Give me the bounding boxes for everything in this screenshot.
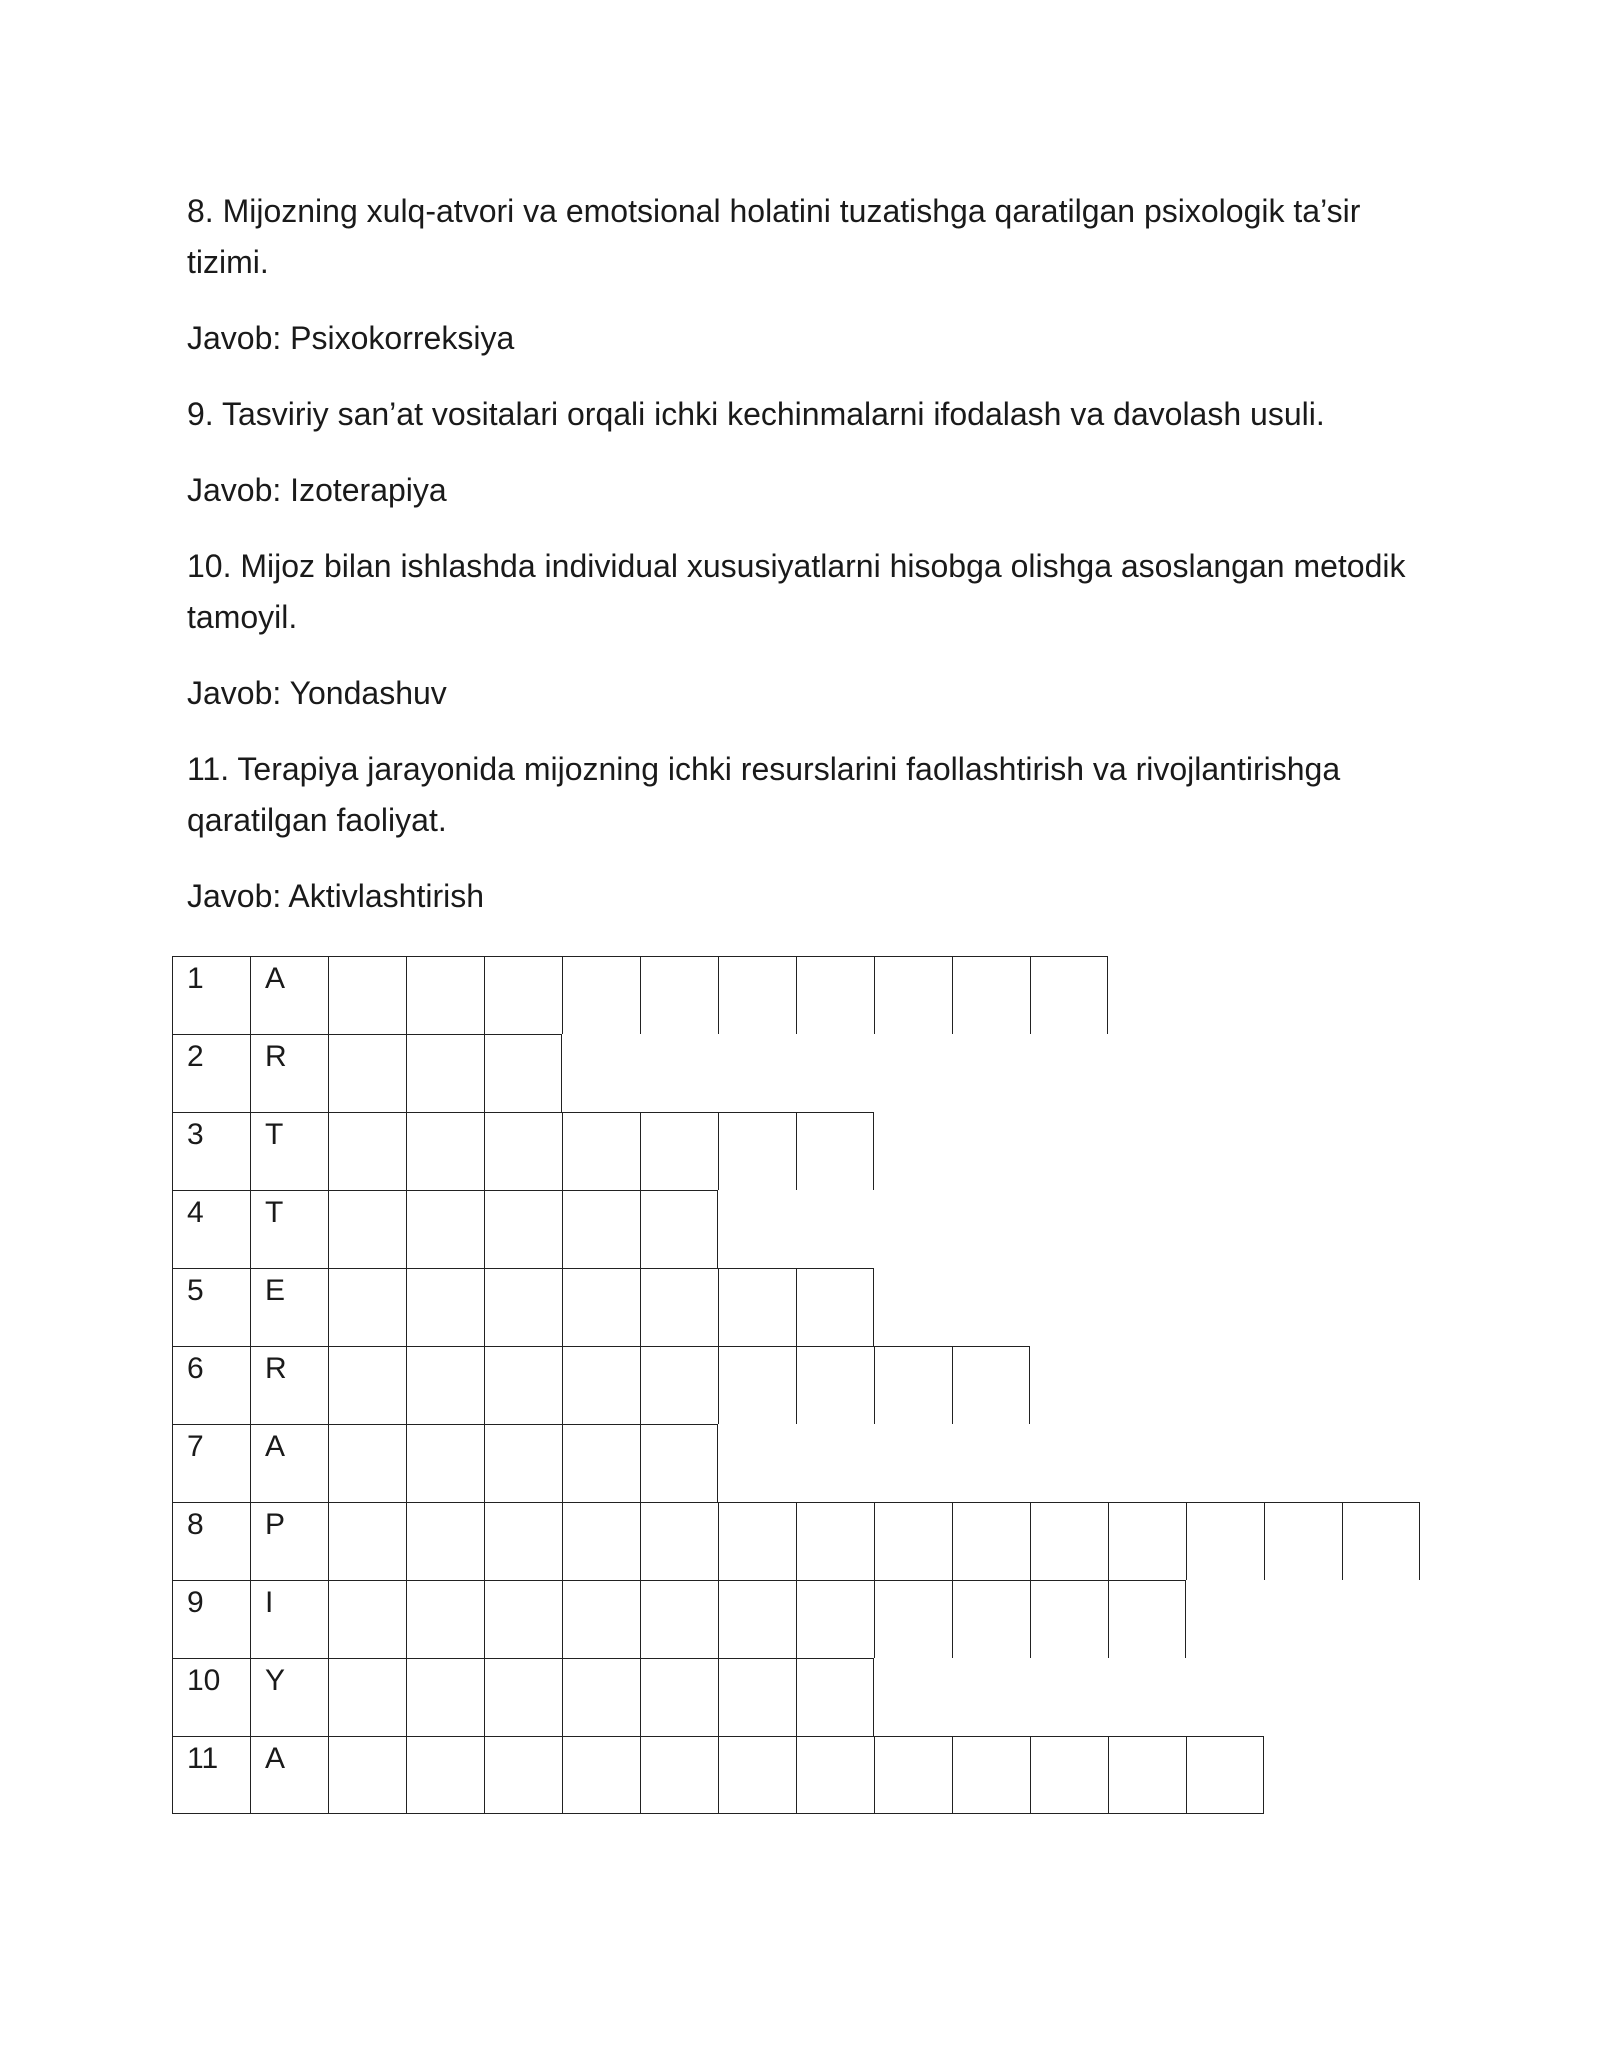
answer-cell[interactable] [562,956,640,1034]
crossword-row [172,1190,1420,1268]
answer-cell[interactable] [1030,1580,1108,1658]
crossword-row [172,1268,1420,1346]
answer-cell[interactable] [718,956,796,1034]
question-9: 9. Tasviriy san’at vositalari orqali ichki kechinmalarni ifodalash va davolash usuli. [187,396,1325,432]
row-number: 7 [172,1424,250,1502]
row-number: 5 [172,1268,250,1346]
answer-cell[interactable] [484,1034,562,1112]
answer-cell[interactable] [952,956,1030,1034]
answer-cell[interactable] [562,1502,640,1580]
crossword-row [172,1736,1420,1814]
answer-cell[interactable] [328,1736,406,1814]
answer-cell[interactable] [874,956,952,1034]
answer-cell[interactable] [484,956,562,1034]
answer-cell[interactable] [406,1112,484,1190]
first-letter-cell: T [250,1112,328,1190]
answer-cell[interactable] [796,956,874,1034]
answer-cell[interactable] [1264,1502,1342,1580]
answer-cell[interactable] [1108,1580,1186,1658]
first-letter-cell: A [250,956,328,1034]
row-number: 3 [172,1112,250,1190]
answer-cell[interactable] [406,1034,484,1112]
answer-cell[interactable] [640,1268,718,1346]
answer-cell[interactable] [952,1736,1030,1814]
answer-cell[interactable] [406,1190,484,1268]
answer-cell[interactable] [874,1502,952,1580]
answer-cell[interactable] [718,1502,796,1580]
answer-cell[interactable] [328,1658,406,1736]
answer-10: Javob: Yondashuv [187,675,447,711]
answer-cell[interactable] [796,1658,874,1736]
answer-cell[interactable] [562,1112,640,1190]
answer-cell[interactable] [406,1736,484,1814]
answer-cell[interactable] [328,1112,406,1190]
answer-cell[interactable] [406,1580,484,1658]
answer-cell[interactable] [328,1034,406,1112]
answer-cell[interactable] [1186,1736,1264,1814]
answer-cell[interactable] [1030,1502,1108,1580]
answer-cell[interactable] [1108,1502,1186,1580]
answer-cell[interactable] [562,1268,640,1346]
answer-cell[interactable] [562,1658,640,1736]
answer-cell[interactable] [328,1190,406,1268]
answer-cell[interactable] [640,1580,718,1658]
answer-cell[interactable] [874,1346,952,1424]
first-letter-cell: I [250,1580,328,1658]
question-11: 11. Terapiya jarayonida mijozning ichki resurslarini faollashtirish va rivojlantirishga qaratilgan faoliyat. [187,751,1341,838]
answer-cell[interactable] [640,1346,718,1424]
answer-11: Javob: Aktivlashtirish [187,878,485,914]
answer-cell[interactable] [562,1346,640,1424]
answer-cell[interactable] [484,1658,562,1736]
answer-cell[interactable] [328,1268,406,1346]
row-number: 11 [172,1736,250,1814]
answer-cell[interactable] [796,1112,874,1190]
answer-cell[interactable] [874,1736,952,1814]
answer-cell[interactable] [406,1502,484,1580]
first-letter-cell: P [250,1502,328,1580]
answer-cell[interactable] [796,1580,874,1658]
answer-cell[interactable] [1342,1502,1420,1580]
answer-cell[interactable] [484,1502,562,1580]
answer-cell[interactable] [796,1502,874,1580]
question-8: 8. Mijozning xulq-atvori va emotsional holatini tuzatishga qaratilgan psixologik ta’sir tizimi. [187,193,1361,280]
answer-cell[interactable] [484,1346,562,1424]
crossword-grid [172,956,1420,1814]
row-number: 9 [172,1580,250,1658]
crossword-row [172,1112,1420,1190]
answer-cell[interactable] [1030,956,1108,1034]
first-letter-cell: A [250,1736,328,1814]
answer-cell[interactable] [406,1424,484,1502]
answer-cell[interactable] [562,1424,640,1502]
answer-cell[interactable] [796,1736,874,1814]
answer-cell[interactable] [406,1268,484,1346]
answer-cell[interactable] [484,1268,562,1346]
row-number: 2 [172,1034,250,1112]
first-letter-cell: E [250,1268,328,1346]
row-number: 4 [172,1190,250,1268]
answer-cell[interactable] [952,1502,1030,1580]
answer-cell[interactable] [1186,1502,1264,1580]
answer-cell[interactable] [796,1346,874,1424]
answer-cell[interactable] [562,1190,640,1268]
crossword-row [172,1502,1420,1580]
answer-cell[interactable] [640,956,718,1034]
answer-9: Javob: Izoterapiya [187,472,447,508]
answer-cell[interactable] [328,1424,406,1502]
first-letter-cell: Y [250,1658,328,1736]
crossword-row [172,1346,1420,1424]
answer-cell[interactable] [718,1736,796,1814]
answer-cell[interactable] [328,1502,406,1580]
answer-cell[interactable] [562,1736,640,1814]
answer-cell[interactable] [1108,1736,1186,1814]
answer-cell[interactable] [796,1268,874,1346]
first-letter-cell: A [250,1424,328,1502]
answer-cell[interactable] [328,1580,406,1658]
first-letter-cell: R [250,1034,328,1112]
answer-cell[interactable] [640,1424,718,1502]
document-body [187,186,1427,947]
crossword-row [172,1580,1420,1658]
answer-cell[interactable] [640,1112,718,1190]
crossword-row [172,956,1420,1034]
answer-cell[interactable] [328,1346,406,1424]
answer-cell[interactable] [718,1268,796,1346]
answer-cell[interactable] [718,1580,796,1658]
answer-cell[interactable] [640,1658,718,1736]
answer-cell[interactable] [640,1190,718,1268]
answer-cell[interactable] [718,1658,796,1736]
answer-cell[interactable] [406,956,484,1034]
answer-8: Javob: Psixokorreksiya [187,320,515,356]
answer-cell[interactable] [484,1112,562,1190]
question-10: 10. Mijoz bilan ishlashda individual xususiyatlarni hisobga olishga asoslangan metodik tamoyil. [187,548,1406,635]
answer-cell[interactable] [562,1580,640,1658]
row-number: 8 [172,1502,250,1580]
answer-cell[interactable] [484,1736,562,1814]
row-number: 6 [172,1346,250,1424]
crossword-row [172,1424,1420,1502]
answer-cell[interactable] [406,1658,484,1736]
answer-cell[interactable] [718,1112,796,1190]
first-letter-cell: T [250,1190,328,1268]
answer-cell[interactable] [484,1580,562,1658]
answer-cell[interactable] [1030,1736,1108,1814]
answer-cell[interactable] [952,1580,1030,1658]
row-number: 10 [172,1658,250,1736]
first-letter-cell: R [250,1346,328,1424]
crossword-row [172,1658,1420,1736]
crossword-row [172,1034,1420,1112]
answer-cell[interactable] [718,1346,796,1424]
answer-cell[interactable] [952,1346,1030,1424]
answer-cell[interactable] [640,1502,718,1580]
answer-cell[interactable] [328,956,406,1034]
answer-cell[interactable] [484,1190,562,1268]
answer-cell[interactable] [640,1736,718,1814]
answer-cell[interactable] [484,1424,562,1502]
answer-cell[interactable] [406,1346,484,1424]
answer-cell[interactable] [874,1580,952,1658]
row-number: 1 [172,956,250,1034]
